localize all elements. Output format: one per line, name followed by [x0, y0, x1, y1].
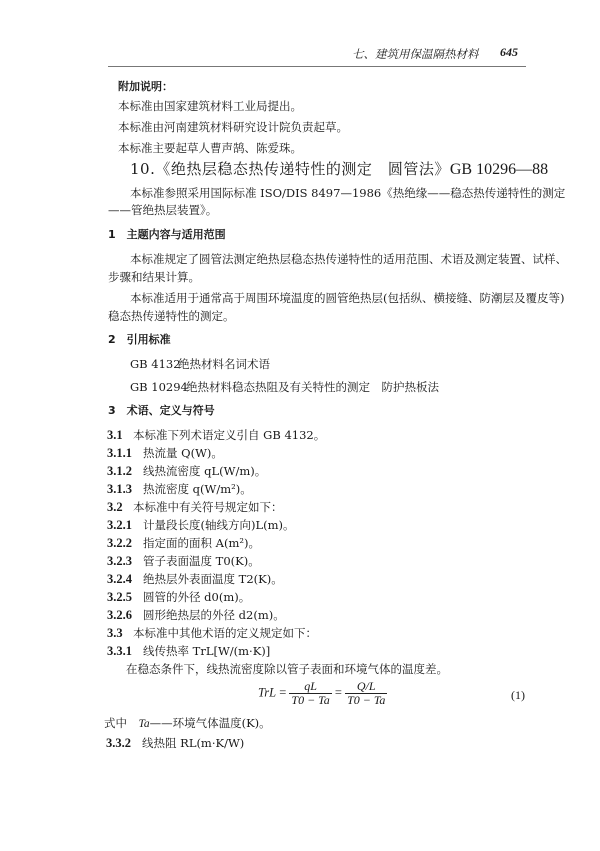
- ref-code: GB 4132: [130, 357, 181, 371]
- term-item: [107, 428, 325, 442]
- term-item: [107, 518, 295, 532]
- term-text: 圆形绝热层的外径 d2(m)。: [143, 608, 285, 622]
- fraction: [345, 680, 387, 707]
- where-label: 式中: [104, 716, 127, 730]
- term-item: [107, 626, 317, 640]
- appendix-heading: 附加说明：: [118, 80, 173, 93]
- paragraph-line: 步骤和结果计算。: [108, 270, 200, 284]
- fraction: [289, 680, 331, 707]
- ref-title: 绝热材料稳态热阻及有关特性的测定 防护热板法: [186, 380, 439, 394]
- term-item: [107, 536, 260, 550]
- chapter-title: 七、建筑用保温隔热材料: [352, 47, 479, 61]
- standard-title: [130, 158, 548, 179]
- appendix-line: 本标准由国家建筑材料工业局提出。: [118, 99, 302, 113]
- term-text: 指定面的面积 A(m²)。: [143, 536, 260, 550]
- term-text: 圆管的外径 d0(m)。: [143, 590, 251, 604]
- ref-title: 绝热材料名词术语: [178, 357, 270, 371]
- term-item: [107, 572, 283, 586]
- term-item: [107, 644, 270, 658]
- intro-line: ——管绝热层装置》。: [108, 203, 218, 217]
- term-item: [107, 482, 252, 496]
- intro-line: 本标准参照采用国际标准 ISO/DIS 8497—1986《热绝缘——稳态热传递特性的测定: [130, 186, 566, 200]
- where-clause: [104, 716, 271, 731]
- fraction-denominator: T0 − Ta: [347, 693, 386, 707]
- term-item: [106, 736, 244, 750]
- term-text: 本标准中其他术语的定义规定如下：: [133, 626, 317, 640]
- term-number: 3.2.5: [107, 590, 132, 604]
- reference-item: [130, 357, 270, 371]
- paragraph-line: 本标准规定了圆管法测定绝热层稳态热传递特性的适用范围、术语及测定装置、试样、: [130, 252, 567, 266]
- term-item: [107, 590, 250, 604]
- term-number: 3.1.1: [107, 446, 132, 460]
- appendix-line: 本标准由河南建筑材料研究设计院负责起草。: [118, 120, 348, 134]
- term-item: [107, 446, 223, 460]
- term-text: 本标准中有关符号规定如下：: [133, 500, 283, 514]
- fraction-numerator: qL: [289, 680, 331, 694]
- formula-lhs: TrL: [258, 685, 277, 700]
- header-rule: [108, 66, 526, 67]
- title-code: GB 10296—88: [449, 161, 549, 178]
- paragraph-line: 稳态热传递特性的测定。: [108, 309, 235, 323]
- term-item: [107, 500, 283, 514]
- title-text: 10.《绝热层稳态热传递特性的测定 圆管法》: [130, 160, 450, 178]
- term-number: 3.3.2: [106, 736, 131, 750]
- appendix-line: 本标准主要起草人曹声鹄、陈爱珠。: [118, 141, 302, 155]
- term-number: 3.3: [107, 626, 123, 640]
- fraction-numerator: Q/L: [345, 680, 387, 694]
- term-item: [107, 608, 285, 622]
- term-number: 3.2.3: [107, 554, 132, 568]
- page-number: 645: [500, 45, 518, 59]
- term-number: 3.2: [107, 500, 123, 514]
- term-number: 3.2.1: [107, 518, 132, 532]
- section3-heading: 3 术语、定义与符号: [108, 404, 215, 417]
- term-number: 3.2.4: [107, 572, 132, 586]
- term-text: 本标准下列术语定义引自 GB 4132。: [133, 428, 326, 442]
- term-text: 热流密度 q(W/m²)。: [143, 482, 252, 496]
- term-text: 计量段长度(轴线方向)L(m)。: [143, 518, 295, 532]
- term-text: 线热流密度 qL(W/m)。: [143, 464, 267, 478]
- term-number: 3.2.2: [107, 536, 132, 550]
- term-text: 线热阻 RL(m·K/W): [142, 736, 245, 750]
- where-symbol: Ta: [138, 718, 150, 730]
- definition-text: 在稳态条件下，线热流密度除以管子表面和环境气体的温度差。: [126, 662, 448, 676]
- term-text: 线传热率 TrL[W/(m·K)]: [143, 644, 271, 658]
- paragraph-line: 本标准适用于通常高于周围环境温度的圆管绝热层(包括纵、横接缝、防潮层及覆皮等): [130, 291, 565, 305]
- equation-number: (1): [511, 688, 525, 702]
- term-number: 3.2.6: [107, 608, 132, 622]
- formula: TrL = $\frac{qL}{T0 - Ta}$ = $\frac{Q/L}{T0 - Ta}$: [258, 679, 386, 707]
- term-item: [107, 554, 260, 568]
- term-text: 管子表面温度 T0(K)。: [143, 554, 260, 568]
- ref-code: GB 10294: [130, 380, 188, 394]
- term-number: 3.1.3: [107, 482, 132, 496]
- term-text: 热流量 Q(W)。: [143, 446, 223, 460]
- where-text: ——环境气体温度(K)。: [149, 716, 271, 730]
- section2-heading: 2 引用标准: [108, 333, 171, 346]
- term-text: 绝热层外表面温度 T2(K)。: [143, 572, 283, 586]
- reference-item: [130, 380, 439, 394]
- term-item: [107, 464, 266, 478]
- section1-heading: 1 主题内容与适用范围: [108, 228, 226, 241]
- term-number: 3.1.2: [107, 464, 132, 478]
- term-number: 3.3.1: [107, 644, 132, 658]
- fraction-denominator: T0 − Ta: [291, 693, 330, 707]
- term-number: 3.1: [107, 428, 123, 442]
